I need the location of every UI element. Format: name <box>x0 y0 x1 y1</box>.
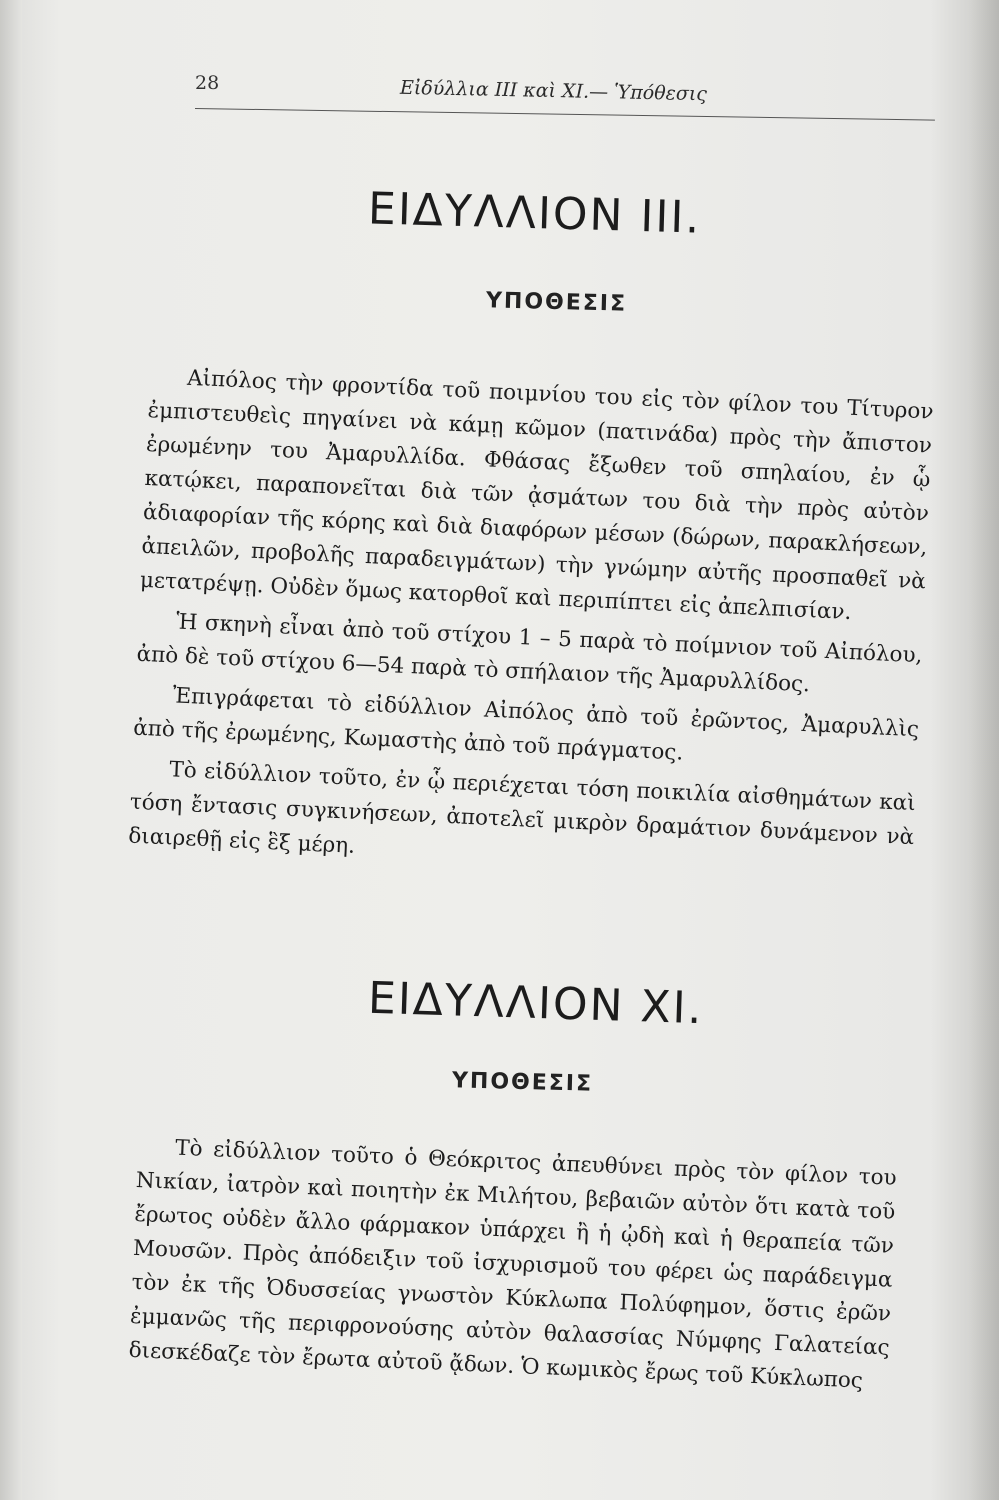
paragraph: Ἡ σκηνὴ εἶναι ἀπὸ τοῦ στίχου 1 – 5 παρὰ τὸ ποίμνιον τοῦ Αἰπόλου, ἀπὸ δὲ τοῦ στίχου 6—54 παρὰ τὸ σπήλαιον τῆς Ἀμαρυλλίδος. <box>136 609 923 698</box>
paragraph: Τὸ εἰδύλλιον τοῦτο ὁ Θεόκριτος ἀπευθύνει πρὸς τὸν φίλον του Νικίαν, ἰατρὸν καὶ ποιητὴν ἐκ Μιλήτου, βεβαιῶν αὐτὸν ὅτι κατὰ τοῦ ἔρωτος οὐδὲν ἄλλο φάρμακον ὑπάρχει ἢ ἡ ᾠδὴ καὶ ἡ θεραπεία τῶν Μουσῶν. Πρὸς ἀπόδειξιν τοῦ ἰσχυρισμοῦ του φέρει ὡς παράδειγμα τὸν ἐκ τῆς Ὀδυσσείας γνωστὸν Κύκλωπα Πολύφημον, ὅστις ἐρῶν ἐμμανῶς τῆς περιφρονούσης αὐτὸν θαλασσίας Νύμφης Γαλατείας διεσκέδαζε τὸν ἔρωτα αὐτοῦ ᾄδων. Ὁ κωμικὸς ἔρως τοῦ Κύκλωπος <box>128 1135 898 1394</box>
header-rule <box>195 108 935 121</box>
page-number: 28 <box>195 72 220 94</box>
paragraph: Αἰπόλος τὴν φροντίδα τοῦ ποιμνίου του εἰς τὸν φίλον του Τίτυρον ἐμπιστευθεὶς πηγαίνει νὰ κάμῃ κῶμον (πατινάδα) πρὸς τὴν ἄπιστον ἐρωμένην του Ἀμαρυλλίδα. Φθάσας ἔξωθεν τοῦ σπηλαίου, ἐν ᾧ κατῴκει, παραπονεῖται διὰ τῶν ᾀσμάτων του διὰ τὴν πρὸς αὐτὸν ἀδιαφορίαν τῆς κόρης καὶ διὰ διαφόρων μέσων (δώρων, παρακλήσεων, ἀπειλῶν, προβολῆς παραδειγμάτων) τὴν γνώμην αὐτῆς προσπαθεῖ νὰ μετατρέψῃ. Οὐδὲν ὅμως κατορθοῖ καὶ περιπίπτει εἰς ἀπελπισίαν. <box>139 365 935 626</box>
idyll-xi-title: ΕΙΔΥΛΛΙΟΝ XI. <box>367 972 705 1035</box>
paragraph: Τὸ εἰδύλλιον τοῦτο, ἐν ᾧ περιέχεται τόση ποικιλία αἰσθημάτων καὶ τόση ἔντασις συγκινήσεων, ἀποτελεῖ μικρὸν δραμάτιον δυνάμενον νὰ διαιρεθῇ εἰς ἓξ μέρη. <box>127 757 917 859</box>
idyll-iii-subtitle: ΥΠΟΘΕΣΙΣ <box>485 288 628 317</box>
page-edge-shadow <box>969 0 999 1500</box>
idyll-xi-subtitle: ΥΠΟΘΕΣΙΣ <box>451 1068 594 1097</box>
running-header <box>195 70 945 114</box>
idyll-iii-argument <box>128 360 935 889</box>
running-title: Εἰδύλλια III καὶ XI.— Ὑπόθεσις <box>399 76 708 106</box>
idyll-xi-argument <box>128 1130 897 1400</box>
idyll-iii-title: ΕΙΔΥΛΛΙΟΝ III. <box>367 183 703 244</box>
paragraph: Ἐπιγράφεται τὸ εἰδύλλιον Αἰπόλος ἀπὸ τοῦ ἐρῶντος, Ἀμαρυλλὶς ἀπὸ τῆς ἐρωμένης, Κωμαστὴς ἀπὸ τοῦ πράγματος. <box>132 683 920 766</box>
page-gutter <box>0 0 22 1500</box>
